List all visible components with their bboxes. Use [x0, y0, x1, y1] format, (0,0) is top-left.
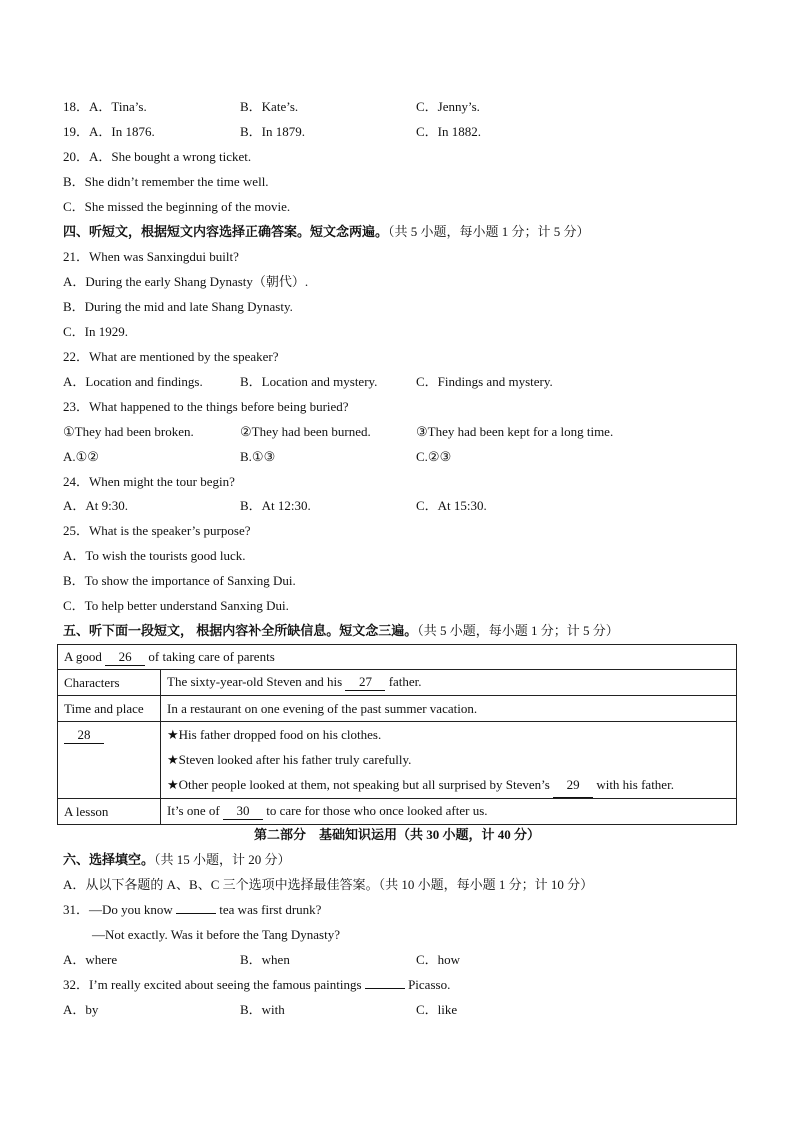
option-c: C．how: [416, 952, 461, 967]
option-c: C．In 1929.: [63, 324, 129, 339]
option-b: B．with: [240, 1002, 285, 1017]
blank-29[interactable]: 29: [553, 772, 593, 798]
cell-text: A good: [64, 648, 106, 664]
option-a: A.①②: [63, 449, 99, 464]
option-c: C.②③: [416, 449, 452, 464]
option-a: A．where: [63, 952, 118, 967]
table-cell: Characters: [58, 670, 161, 696]
answer-blank[interactable]: [176, 913, 216, 914]
option-b: B．During the mid and late Shang Dynasty.: [63, 299, 293, 314]
table-row: [58, 799, 737, 825]
cell-text: The sixty-year-old Steven and his: [167, 674, 346, 689]
table-cell: In a restaurant on one evening of the past summer vacation.: [161, 696, 737, 722]
table-cell: [58, 722, 161, 799]
section-note: （共 15 小题，计 20 分）: [154, 852, 291, 867]
question-number: 18．: [63, 99, 90, 114]
option-c: C．like: [416, 1002, 458, 1017]
question-19: [63, 124, 155, 140]
option-c: C．Jenny’s.: [416, 99, 480, 114]
option-a: A．At 9:30.: [63, 498, 129, 513]
sub-section-a: A．从以下各题的 A、B、C 三个选项中选择最佳答案。（共 10 小题，每小题 1 分；计 10 分）: [63, 877, 594, 892]
table-cell: [161, 670, 737, 696]
question-number: 20．: [63, 149, 90, 164]
question-reply: —Not exactly. Was it before the Tang Dynasty?: [92, 927, 340, 942]
question-21: 21．When was Sanxingdui built?: [63, 249, 239, 264]
section-note: （共 5 小题，每小题 1 分；计 5 分）: [417, 623, 619, 638]
section-6-heading: [63, 852, 291, 868]
option-c: C．In 1882.: [416, 124, 482, 139]
part-2-heading: 第二部分 基础知识运用（共 30 小题，计 40 分）: [253, 827, 540, 842]
cell-text: with his father.: [593, 777, 674, 792]
statement-3: ③They had been kept for a long time.: [416, 424, 614, 439]
star-item: [167, 772, 730, 798]
option-a: A．In 1876.: [89, 124, 155, 139]
statement-1: ①They had been broken.: [63, 424, 194, 439]
table-cell: A lesson: [58, 799, 161, 825]
section-title: 四、听短文，根据短文内容选择正确答案。短文念两遍。: [63, 224, 389, 239]
section-5-heading: [63, 623, 619, 639]
option-b: B．Kate’s.: [240, 99, 299, 114]
question-32: [63, 977, 450, 993]
option-a: A．Tina’s.: [89, 99, 147, 114]
question-24: 24．When might the tour begin?: [63, 474, 235, 489]
option-b: B．At 12:30.: [240, 498, 311, 513]
question-text: tea was first drunk?: [216, 902, 322, 917]
option-b: B.①③: [240, 449, 276, 464]
question-22: 22．What are mentioned by the speaker?: [63, 349, 279, 364]
question-23: 23．What happened to the things before being buried?: [63, 399, 349, 414]
option-a: A．During the early Shang Dynasty（朝代）.: [63, 274, 309, 289]
option-a: A．by: [63, 1002, 99, 1017]
table-row: [58, 696, 737, 722]
cell-text: ★Other people looked at them, not speaking but all surprised by Steven’s: [167, 777, 554, 792]
blank-26[interactable]: 26: [105, 649, 145, 666]
table-row: [58, 722, 737, 799]
table-cell: [161, 799, 737, 825]
option-c: C．She missed the beginning of the movie.: [63, 199, 291, 214]
answer-blank[interactable]: [365, 988, 405, 989]
table-row: [58, 645, 737, 670]
question-text: Picasso.: [404, 977, 451, 992]
option-a: A．To wish the tourists good luck.: [63, 548, 246, 563]
question-text: 32．I’m really excited about seeing the famous paintings: [63, 977, 365, 992]
blank-27[interactable]: 27: [345, 674, 385, 691]
option-c: C．To help better understand Sanxing Dui.: [63, 598, 289, 613]
option-b: B．In 1879.: [240, 124, 306, 139]
cell-text: of taking care of parents: [145, 648, 275, 664]
section-note: （共 5 小题，每小题 1 分；计 5 分）: [388, 224, 590, 239]
section-4-heading: [63, 224, 590, 240]
question-text: 31．—Do you know: [63, 902, 177, 917]
blank-30[interactable]: 30: [223, 803, 263, 820]
star-item: ★Steven looked after his father truly carefully.: [167, 752, 412, 767]
table-cell: [161, 722, 737, 799]
question-number: 19．: [63, 124, 90, 139]
section-title: 五、听下面一段短文， 根据内容补全所缺信息。短文念三遍。: [63, 623, 418, 638]
option-a: A．She bought a wrong ticket.: [89, 149, 252, 164]
option-b: B．She didn’t remember the time well.: [63, 174, 269, 189]
star-item: ★His father dropped food on his clothes.: [167, 727, 382, 742]
option-b: B．when: [240, 952, 290, 967]
statement-2: ②They had been burned.: [240, 424, 371, 439]
cell-text: father.: [385, 674, 422, 689]
section-title: 六、选择填空。: [63, 852, 155, 867]
question-25: 25．What is the speaker’s purpose?: [63, 523, 251, 538]
option-c: C．At 15:30.: [416, 498, 487, 513]
cell-text: to care for those who once looked after us.: [262, 803, 488, 818]
blank-28[interactable]: 28: [64, 727, 104, 744]
option-b: B．To show the importance of Sanxing Dui.: [63, 573, 296, 588]
option-c: C．Findings and mystery.: [416, 374, 553, 389]
cell-text: It’s one of: [167, 803, 223, 818]
question-18: [63, 99, 147, 115]
option-a: A．Location and findings.: [63, 374, 203, 389]
info-table: [57, 644, 737, 825]
question-31: [63, 902, 321, 918]
table-cell: [58, 645, 737, 670]
option-b: B．Location and mystery.: [240, 374, 378, 389]
table-cell: Time and place: [58, 696, 161, 722]
question-20: [63, 149, 251, 165]
table-row: [58, 670, 737, 696]
